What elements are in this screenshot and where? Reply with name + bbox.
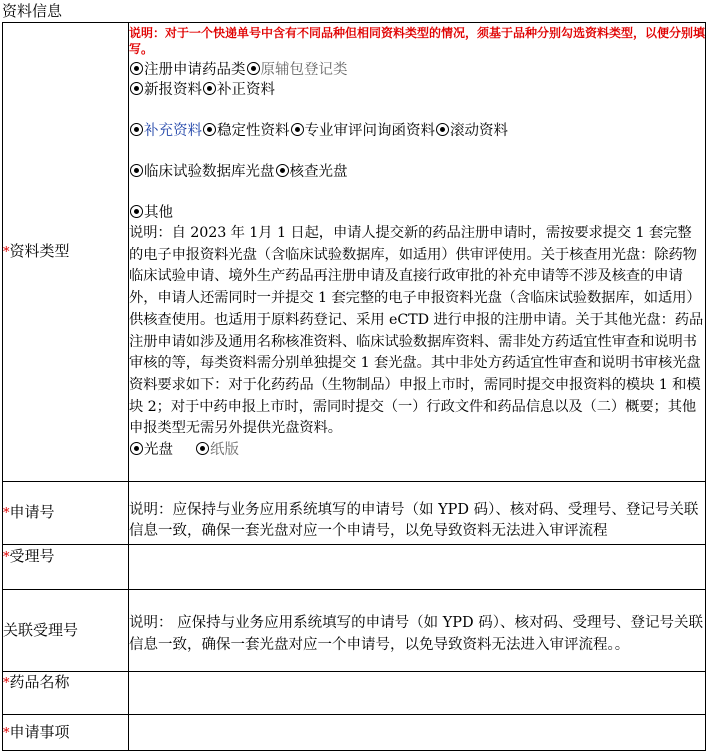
option-registration-drug[interactable]: 注册申请药品类 bbox=[129, 62, 246, 78]
option-correction[interactable]: 补正资料 bbox=[202, 82, 275, 98]
material-disc-options bbox=[129, 162, 705, 182]
radio-icon bbox=[130, 123, 143, 136]
radio-icon bbox=[130, 82, 143, 95]
option-clinical-db-disc[interactable]: 临床试验数据库光盘 bbox=[129, 164, 275, 180]
section-title: 资料信息 bbox=[2, 2, 63, 20]
drug-name-label-cell bbox=[3, 672, 129, 715]
material-type-label-cell bbox=[3, 23, 129, 482]
material-other-options bbox=[129, 203, 705, 223]
drug-name-row bbox=[3, 672, 706, 715]
option-disc[interactable]: 光盘 bbox=[129, 442, 173, 458]
option-supplement[interactable]: 补充资料 bbox=[129, 123, 202, 139]
application-item-label: 申请事项 bbox=[9, 722, 70, 741]
option-new-submission[interactable]: 新报资料 bbox=[129, 82, 202, 98]
acceptance-no-label: 受理号 bbox=[9, 547, 55, 565]
option-excipient-registration[interactable]: 原辅包登记类 bbox=[246, 62, 348, 78]
related-acceptance-no-label-cell bbox=[3, 590, 129, 672]
option-rolling[interactable]: 滚动资料 bbox=[435, 123, 508, 139]
option-inquiry-letter[interactable]: 专业审评问询函资料 bbox=[290, 123, 436, 139]
material-info-form bbox=[2, 22, 706, 751]
option-stability[interactable]: 稳定性资料 bbox=[202, 123, 290, 139]
related-acceptance-no-note: 说明： 应保持与业务应用系统填写的申请号（如 YPD 码）、核对码、受理号、登记号关联信息一致，确保一套光盘对应一个申请号，以免导致资料无法进入审评流程。。 bbox=[129, 615, 704, 653]
application-no-field[interactable] bbox=[129, 482, 706, 545]
related-acceptance-no-label: 关联受理号 bbox=[3, 621, 79, 639]
radio-icon bbox=[203, 123, 216, 136]
required-mark: * bbox=[3, 676, 10, 691]
radio-icon bbox=[130, 442, 143, 455]
radio-icon bbox=[130, 62, 143, 75]
material-category-options bbox=[129, 60, 705, 80]
material-submit-options bbox=[129, 80, 705, 100]
option-other[interactable]: 其他 bbox=[129, 205, 173, 221]
radio-icon bbox=[196, 442, 209, 455]
radio-icon bbox=[130, 164, 143, 177]
required-mark: * bbox=[3, 550, 10, 565]
radio-icon bbox=[203, 82, 216, 95]
application-item-field[interactable] bbox=[129, 715, 706, 751]
drug-name-label: 药品名称 bbox=[9, 673, 70, 691]
application-item-label-cell bbox=[3, 715, 129, 751]
acceptance-no-row bbox=[3, 545, 706, 590]
application-item-row bbox=[3, 715, 706, 751]
acceptance-no-label-cell bbox=[3, 545, 129, 590]
application-no-row bbox=[3, 482, 706, 545]
required-mark: * bbox=[3, 725, 10, 741]
material-extra-options bbox=[129, 121, 705, 141]
required-mark: * bbox=[3, 245, 10, 260]
radio-icon bbox=[436, 123, 449, 136]
material-type-label: 资料类型 bbox=[9, 242, 70, 260]
application-no-label-cell bbox=[3, 482, 129, 545]
drug-name-field[interactable] bbox=[129, 672, 706, 715]
application-no-note: 说明：应保持与业务应用系统填写的申请号（如 YPD 码）、核对码、受理号、登记号关联信息一致，确保一套光盘对应一个申请号，以免导致资料无法进入审评流程 bbox=[129, 502, 699, 539]
radio-icon bbox=[130, 205, 143, 218]
radio-icon bbox=[291, 123, 304, 136]
related-acceptance-no-field[interactable] bbox=[129, 590, 706, 672]
required-mark: * bbox=[3, 506, 10, 521]
media-options bbox=[129, 440, 705, 460]
material-type-value-cell bbox=[129, 23, 706, 482]
acceptance-no-field[interactable] bbox=[129, 545, 706, 590]
radio-icon bbox=[276, 164, 289, 177]
radio-icon bbox=[247, 62, 260, 75]
material-type-red-note: 说明：对于一个快递单号中含有不同品种但相同资料类型的情况，须基于品种分别勾选资料类型，以便分别填写。 bbox=[129, 26, 706, 56]
option-paper[interactable]: 纸版 bbox=[195, 442, 239, 458]
material-type-row bbox=[3, 23, 706, 482]
material-type-description: 说明：自 2023 年 1月 1 日起，申请人提交新的药品注册申请时，需按要求提交 1 套完整的电子申报资料光盘（含临床试验数据库，如适用）供审评使用。关于核查用光盘：除药物临床试验申请、境外生产药品再注册申请及直接行政审批的补充申请等不涉及核查的申请外，申请人还需同时一并提交 1 套完整的电子申报资料光盘（含临床试验数据库，如适用）供核查使用。也适用于原料药登记、采用 eCTD 进行申报的注册申请。关于其他光盘：药品注册申请如涉及通用名称核准资料、临床试验数据库资料、需非处方药适宜性审查和说明书审核的等，每类资料需分别单独提交 1 套光盘。其中非处方药适宜性审查和说明书审核光盘资料要求如下：对于化药药品（生物制品）申报上市时，需同时提交申报资料的模块 1 和模块 2；对于中药申报上市时，需同时提交（一）行政文件和药品信息以及（二）概要；其他申报类型无需另外提供光盘资料。 bbox=[129, 225, 704, 437]
related-acceptance-no-row bbox=[3, 590, 706, 672]
application-no-label: 申请号 bbox=[9, 503, 55, 521]
option-inspection-disc[interactable]: 核查光盘 bbox=[275, 164, 348, 180]
